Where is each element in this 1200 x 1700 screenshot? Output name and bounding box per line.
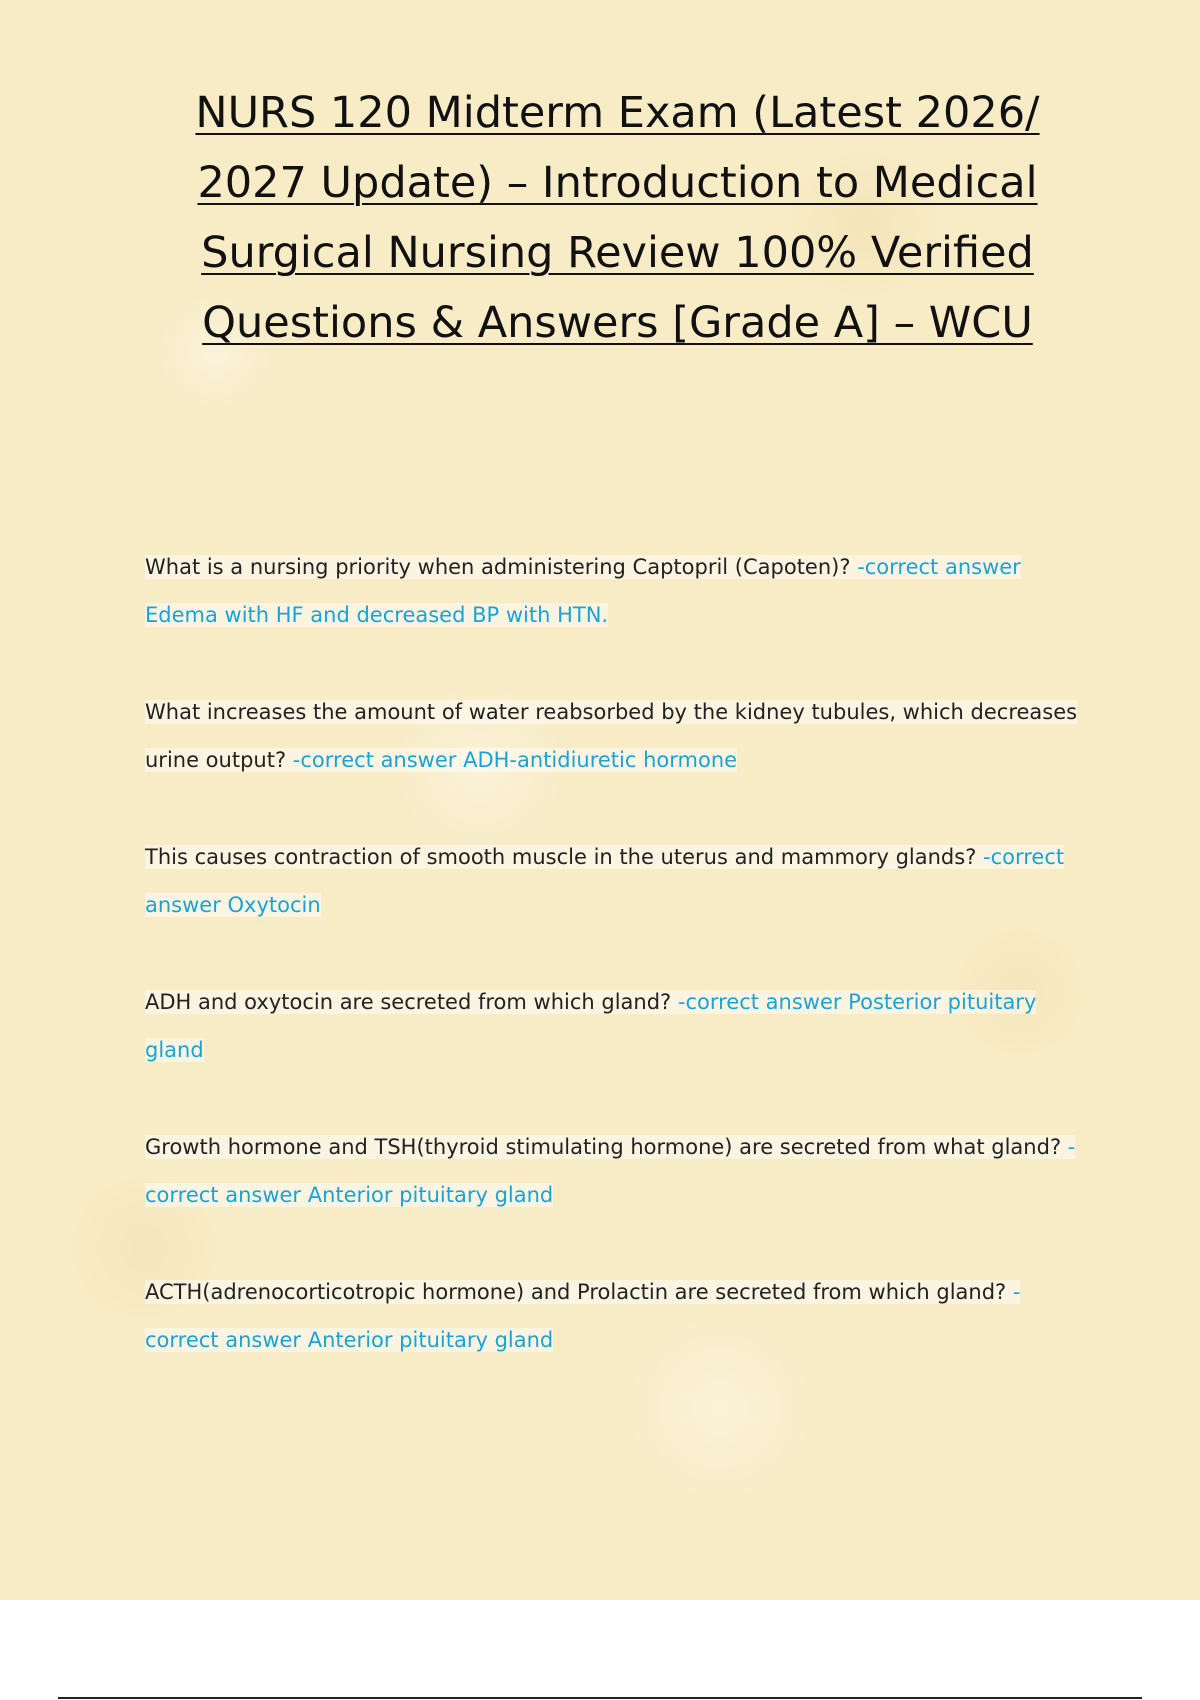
answer-text: -correct answer Posterior pituitary gland xyxy=(145,990,1037,1062)
qa-item xyxy=(145,1123,1090,1219)
question-text: ADH and oxytocin are secreted from which gland? xyxy=(145,990,678,1014)
question-text: What increases the amount of water reabsorbed by the kidney tubules, which decreases urine output? xyxy=(145,700,1078,772)
qa-item xyxy=(145,543,1090,639)
document-title-text: NURS 120 Midterm Exam (Latest 2026/ 2027 Update) – Introduction to Medical Surgical Nursing Review 100% Verified Questions & Answers [Grade A] – WCU xyxy=(195,88,1040,348)
answer-text: -correct answer Anterior pituitary gland xyxy=(145,1280,1021,1352)
answer-text: -correct answer Anterior pituitary gland xyxy=(145,1135,1076,1207)
answer-text: -correct answer ADH-antidiuretic hormone xyxy=(292,748,738,772)
qa-item xyxy=(145,688,1090,784)
qa-list xyxy=(145,543,1090,1364)
qa-item xyxy=(145,833,1090,929)
question-text: This causes contraction of smooth muscle in the uterus and mammory glands? xyxy=(145,845,984,869)
answer-text: -correct answer Oxytocin xyxy=(145,845,1065,917)
qa-item xyxy=(145,1268,1090,1364)
answer-text: -correct answer Edema with HF and decreased BP with HTN. xyxy=(145,555,1021,627)
footer-divider xyxy=(58,1697,1142,1699)
question-text: What is a nursing priority when administering Captopril (Capoten)? xyxy=(145,555,858,579)
question-text: ACTH(adrenocorticotropic hormone) and Prolactin are secreted from which gland? xyxy=(145,1280,1013,1304)
qa-item xyxy=(145,978,1090,1074)
document-title xyxy=(160,78,1075,358)
question-text: Growth hormone and TSH(thyroid stimulating hormone) are secreted from what gland? xyxy=(145,1135,1068,1159)
